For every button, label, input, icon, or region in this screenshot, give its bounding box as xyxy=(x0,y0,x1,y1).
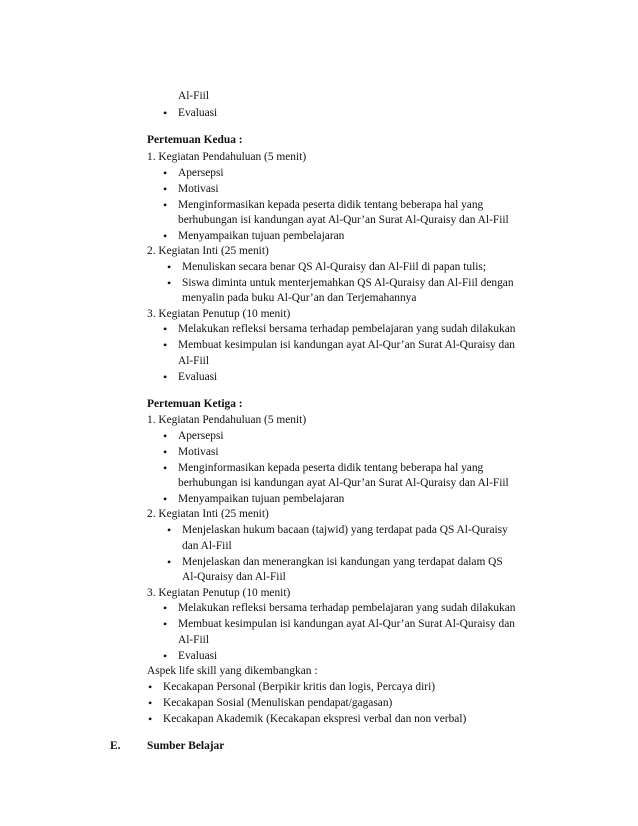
section-heading-pertemuan-ketiga: Pertemuan Ketiga : xyxy=(147,398,243,410)
bullet-item: • Menyampaikan tujuan pembelajaran xyxy=(178,492,344,506)
section-letter: E. xyxy=(110,740,121,752)
bullet-item: • Menjelaskan hukum bacaan (tajwid) yang terdapat pada QS Al-Quraisy xyxy=(182,523,508,537)
text-line: menyalin pada buku Al-Qur’an dan Terjemahannya xyxy=(182,292,417,304)
bullet-item: • Motivasi xyxy=(178,182,219,196)
bullet-item: • Kecakapan Akademik (Kecakapan ekspresi verbal dan non verbal) xyxy=(163,712,466,726)
text-line: Al-Quraisy dan Al-Fiil xyxy=(182,571,286,583)
bullet-item: • Motivasi xyxy=(178,445,219,459)
bullet-item: • Kecakapan Sosial (Menuliskan pendapat/gagasan) xyxy=(163,696,392,710)
text-line: berhubungan isi kandungan ayat Al-Qur’an Surat Al-Quraisy dan Al-Fiil xyxy=(178,477,509,489)
bullet-item: • Evaluasi xyxy=(178,649,217,663)
bullet-item: • Apersepsi xyxy=(178,429,224,443)
numbered-item: 3. Kegiatan Penutup (10 menit) xyxy=(147,308,291,320)
bullet-item: • Evaluasi xyxy=(178,370,217,384)
bullet-item: • Membuat kesimpulan isi kandungan ayat Al-Qur’an Surat Al-Quraisy dan xyxy=(178,338,515,352)
numbered-item: 2. Kegiatan Inti (25 menit) xyxy=(147,245,269,257)
life-skill-heading: Aspek life skill yang dikembangkan : xyxy=(147,665,318,677)
text-line: Al-Fiil xyxy=(178,634,210,646)
text-line: Al-Fiil xyxy=(178,355,210,367)
bullet-item: • Apersepsi xyxy=(178,166,224,180)
bullet-item: • Menginformasikan kepada peserta didik tentang beberapa hal yang xyxy=(178,461,483,475)
bullet-item: • Melakukan refleksi bersama terhadap pembelajaran yang sudah dilakukan xyxy=(178,601,515,615)
bullet-item: • Kecakapan Personal (Berpikir kritis dan logis, Percaya diri) xyxy=(163,680,435,694)
bullet-item: • Menuliskan secara benar QS Al-Quraisy dan Al-Fiil di papan tulis; xyxy=(182,260,486,274)
numbered-item: 3. Kegiatan Penutup (10 menit) xyxy=(147,587,291,599)
bullet-item: • Menjelaskan dan menerangkan isi kandungan yang terdapat dalam QS xyxy=(182,555,503,569)
text-line: dan Al-Fiil xyxy=(182,540,232,552)
numbered-item: 1. Kegiatan Pendahuluan (5 menit) xyxy=(147,414,307,426)
bullet-item: • Melakukan refleksi bersama terhadap pembelajaran yang sudah dilakukan xyxy=(178,322,515,336)
numbered-item: 2. Kegiatan Inti (25 menit) xyxy=(147,508,269,520)
section-title-sumber-belajar: Sumber Belajar xyxy=(147,740,225,752)
bullet-item: • Evaluasi xyxy=(178,106,217,120)
section-heading-pertemuan-kedua: Pertemuan Kedua : xyxy=(147,134,243,146)
text-line: Al-Fiil xyxy=(178,90,210,102)
bullet-item: • Siswa diminta untuk menterjemahkan QS Al-Quraisy dan Al-Fiil dengan xyxy=(182,276,514,290)
bullet-item: • Membuat kesimpulan isi kandungan ayat Al-Qur’an Surat Al-Quraisy dan xyxy=(178,617,515,631)
bullet-item: • Menginformasikan kepada peserta didik tentang beberapa hal yang xyxy=(178,198,483,212)
numbered-item: 1. Kegiatan Pendahuluan (5 menit) xyxy=(147,151,307,163)
text-line: berhubungan isi kandungan ayat Al-Qur’an Surat Al-Quraisy dan Al-Fiil xyxy=(178,214,509,226)
bullet-item: • Menyampaikan tujuan pembelajaran xyxy=(178,229,344,243)
